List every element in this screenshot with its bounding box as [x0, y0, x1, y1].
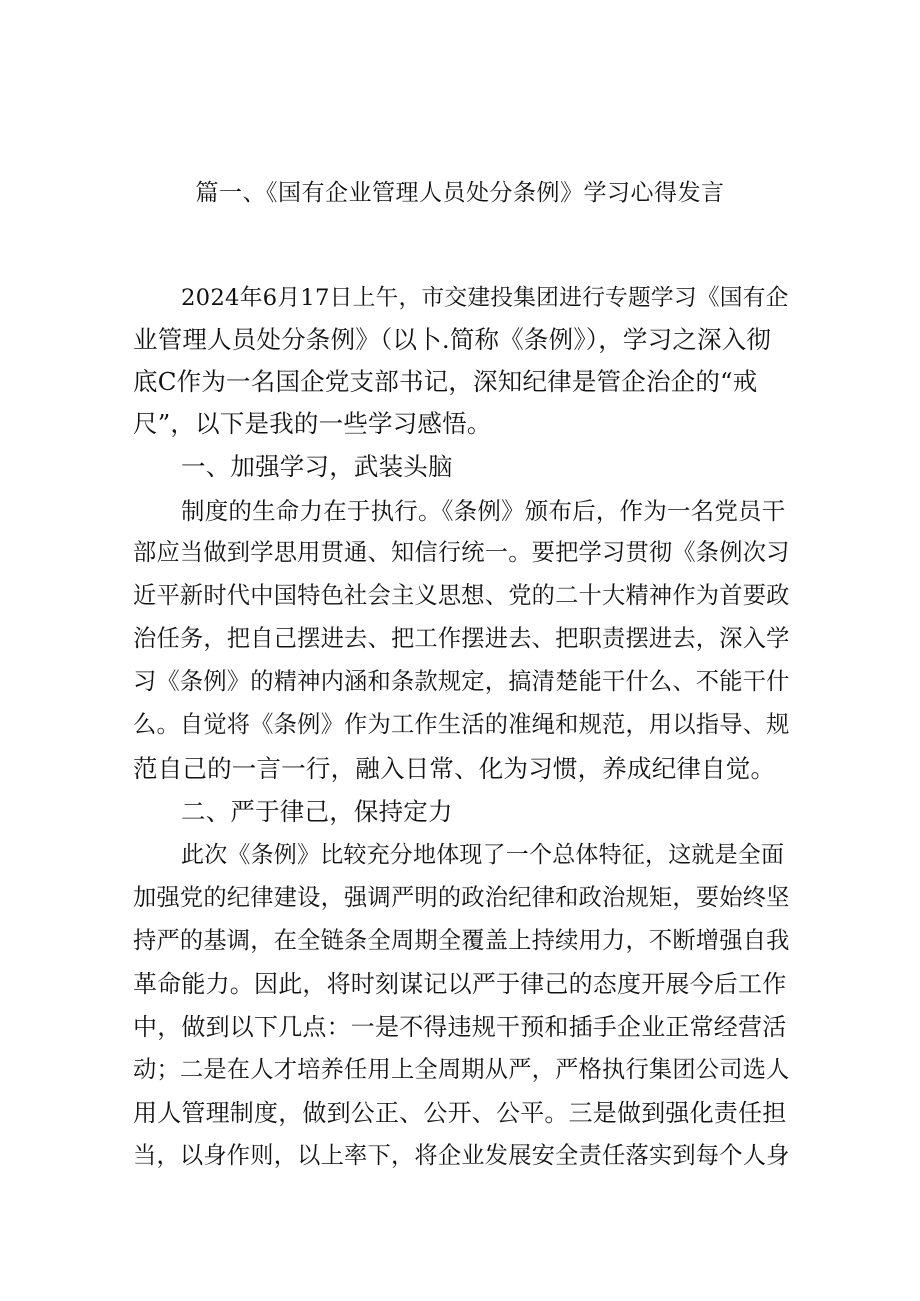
paragraph-line: 尺”，以下是我的一些学习感悟。 — [133, 409, 492, 438]
paragraph-line: 此次《条例》比较充分地体现了一个总体特征，这就是全面 — [181, 842, 785, 868]
paragraph-line: 制度的生命力在于执行。《条例》颁布后，作为一名党员干 — [181, 497, 786, 525]
paragraph-line: 底C作为一名国企党支部书记，深知纪律是管企治企的“戒 — [133, 367, 758, 396]
paragraph-line: 习《条例》的精神内涵和条款规定，搞清楚能干什么、不能干什 — [133, 668, 790, 695]
paragraph-line: 用人管理制度，做到公正、公开、公平。三是做到强化责任担 — [133, 1099, 787, 1127]
paragraph-line: 业管理人员处分条例》（以卜.简称《条例》），学习之深入彻 — [133, 325, 772, 354]
document-title: 篇一、《国有企业管理人员处分条例》学习心得发言 — [195, 180, 725, 206]
section-heading-2: 二、严于律己，保持定力 — [181, 797, 453, 826]
paragraph-line: 动；二是在人才培养任用上全周期从严，严格执行集团公司选人 — [133, 1056, 790, 1083]
paragraph-line: 么。自觉将《条例》作为工作生活的准绳和规范，用以指导、规 — [133, 711, 790, 738]
paragraph-line: 部应当做到学思用贯通、知信行统一。要把学习贯彻《条例次习 — [133, 539, 790, 566]
paragraph-line: 中，做到以下几点：一是不得违规干预和插手企业正常经营活 — [133, 1013, 787, 1041]
paragraph-line: 加强党的纪律建设，强调严明的政治纪律和政治规矩，要始终坚 — [133, 884, 790, 911]
paragraph-line: 2024年6月17日上午，市交建投集团进行专题学习《国有企 — [181, 285, 789, 311]
paragraph-line: 当，以身作则，以上率下，将企业发展安全责任落实到每个人身 — [133, 1142, 790, 1169]
paragraph-line: 范自己的一言一行，融入日常、化为习惯，养成纪律自觉。 — [133, 754, 776, 783]
section-heading-1: 一、加强学习，武装头脑 — [181, 452, 453, 481]
paragraph-line: 革命能力。因此，将时刻谋记以严于律己的态度开展今后工作 — [133, 970, 787, 998]
paragraph-line: 持严的基调，在全链条全周期全覆盖上持续用力，不断增强自我 — [133, 927, 790, 954]
paragraph-line: 治任务，把自己摆进去、把工作摆进去、把职责摆进去，深入学 — [133, 625, 790, 652]
paragraph-line: 近平新时代中国特色社会主义思想、党的二十大精神作为首要政 — [133, 582, 790, 609]
